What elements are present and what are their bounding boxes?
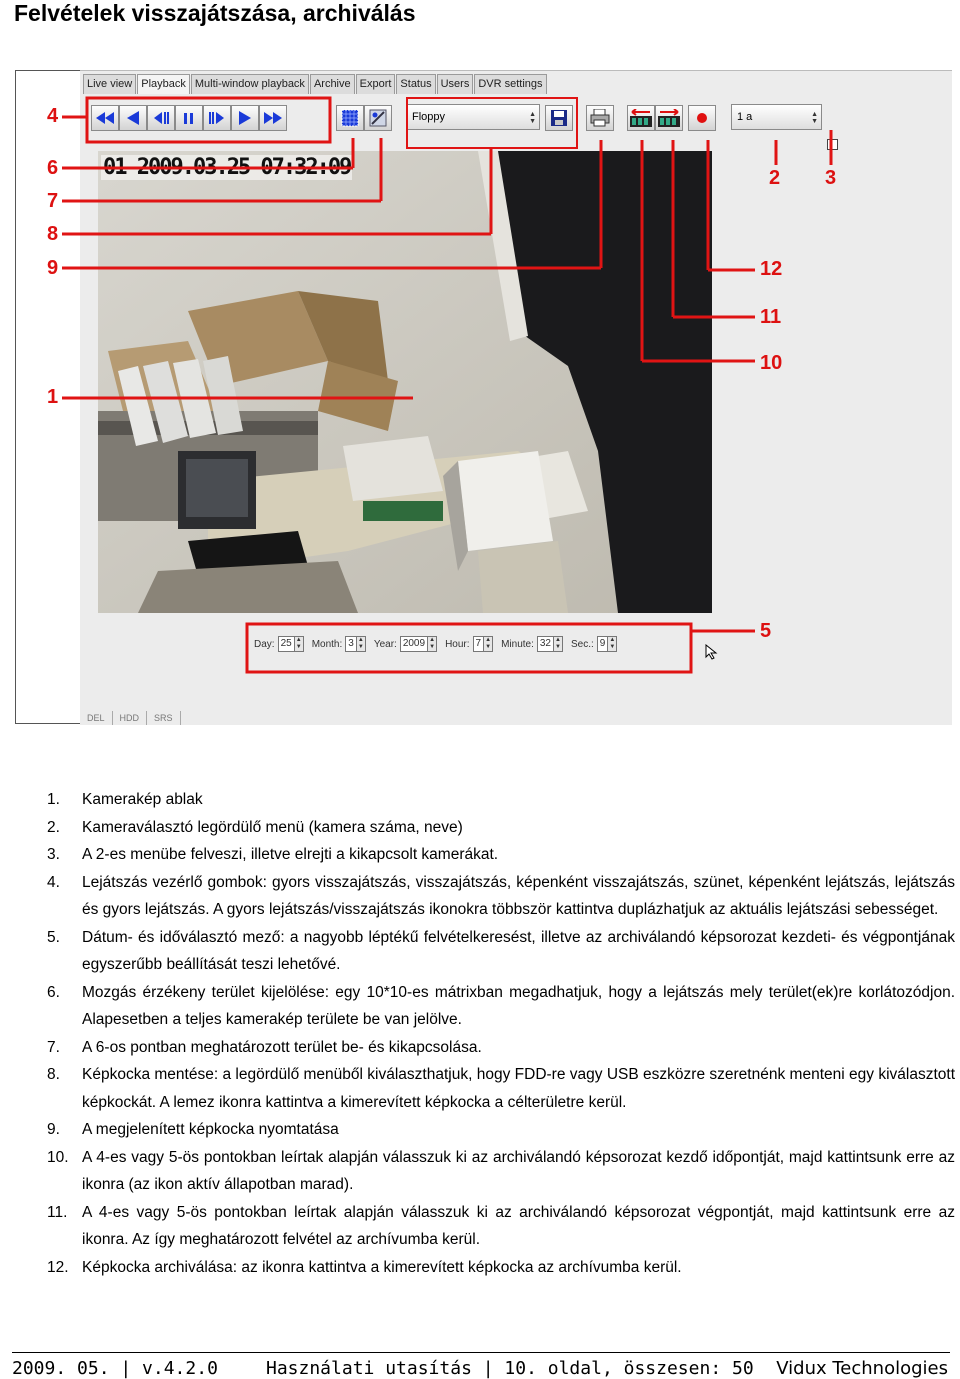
page-title: Felvételek visszajátszása, archiválás xyxy=(14,0,416,26)
tab-playback[interactable]: Playback xyxy=(137,74,190,94)
year-label: Year: xyxy=(373,638,397,650)
tab-status[interactable]: Status xyxy=(396,74,435,94)
legend-list xyxy=(47,786,955,1281)
second-label: Sec.: xyxy=(571,638,594,650)
month-label: Month: xyxy=(311,638,343,650)
callout-5: 5 xyxy=(760,620,772,642)
status-hdd: HDD xyxy=(113,711,148,725)
tab-archive[interactable]: Archive xyxy=(310,74,355,94)
minute-label: Minute: xyxy=(501,638,534,650)
hour-input[interactable]: 7 xyxy=(473,636,485,652)
screenshot-figure xyxy=(15,70,952,724)
tab-dvr-settings[interactable]: DVR settings xyxy=(474,74,546,94)
day-spinner[interactable]: ▲ ▼ xyxy=(295,636,304,652)
status-del: DEL xyxy=(80,711,113,725)
list-item: 3. A 2-es menübe felveszi, illetve elrejti a kikapcsolt kamerákat. xyxy=(47,846,499,863)
select-arrows-icon: ▲ ▼ xyxy=(811,111,818,125)
footer-page-info: Használati utasítás | 10. oldal, összesen: 50 xyxy=(266,1358,754,1379)
list-item: 1. Kamerakép ablak xyxy=(47,791,203,808)
tab-live-view[interactable]: Live view xyxy=(83,74,136,94)
list-item: 6. Mozgás érzékeny terület kijelölése: egy 10*10-es mátrixban megadhatjuk, hogy a lejátszás mely terület(ek)re korlátozódjon. Alapesetben a teljes kamerakép területe be van jelölve. xyxy=(47,983,955,1028)
list-item: 11. A 4-es vagy 5-ös pontokban leírtak alapján válasszuk ki az archiválandó képsorozat végpontját, majd kattintsunk erre az ikonra. Az így meghatározott felvétel az archívumba kerül. xyxy=(47,1203,955,1248)
footer-version: 2009. 05. | v.4.2.0 xyxy=(12,1358,218,1379)
page-footer xyxy=(12,1352,950,1379)
hour-label: Hour: xyxy=(445,638,470,650)
list-item: 5. Dátum- és időválasztó mező: a nagyobb léptékű felvételkeresést, illetve az archiválandó képsorozat kezdeti- és végpontjának egyszerűbb beállítását teszi lehetővé. xyxy=(47,928,955,973)
minute-input[interactable]: 32 xyxy=(537,636,554,652)
camera-osd-timestamp: 01 2009.03.25 07:32:09 xyxy=(103,155,351,180)
hour-spinner[interactable]: ▲ ▼ xyxy=(484,636,493,652)
annotation-lines xyxy=(15,70,952,724)
month-spinner[interactable]: ▲ ▼ xyxy=(357,636,366,652)
list-item: 2. Kameraválasztó legördülő menü (kamera száma, neve) xyxy=(47,818,463,836)
callout-11: 11 xyxy=(760,306,782,328)
list-item: 9. A megjelenített képkocka nyomtatása xyxy=(47,1121,339,1138)
storage-select-value: Floppy xyxy=(412,111,446,123)
callout-6: 6 xyxy=(47,157,59,179)
day-input[interactable]: 25 xyxy=(278,636,295,652)
second-spinner[interactable]: ▲ ▼ xyxy=(608,636,617,652)
callout-10: 10 xyxy=(760,352,783,374)
second-input[interactable]: 9 xyxy=(597,636,609,652)
year-input[interactable]: 2009 xyxy=(400,636,428,652)
list-item: 10. A 4-es vagy 5-ös pontokban leírtak alapján válasszuk ki az archiválandó képsorozat kezdő időpontját, majd kattintsunk erre az ikonra (az ikon aktív állapotban marad). xyxy=(47,1148,955,1193)
day-label: Day: xyxy=(254,638,275,650)
month-input[interactable]: 3 xyxy=(345,636,357,652)
callout-9: 9 xyxy=(47,257,59,279)
list-item: 4. Lejátszás vezérlő gombok: gyors visszajátszás, visszajátszás, képenként visszajátszás, szünet, képenként lejátszás, lejátszás és gyors lejátszás. A gyors lejátszás/visszajátszás ikonokra többször kattintva duplázhatjuk az aktuális lejátszási sebességet. xyxy=(47,873,955,918)
callout-3: 3 xyxy=(825,167,837,189)
callout-2: 2 xyxy=(769,167,781,189)
list-item: 7. A 6-os pontban meghatározott terület be- és kikapcsolása. xyxy=(47,1038,482,1056)
tab-export[interactable]: Export xyxy=(356,74,396,94)
status-srs: SRS xyxy=(147,711,181,725)
footer-company: Vidux Technologies xyxy=(776,1358,948,1379)
year-spinner[interactable]: ▲ ▼ xyxy=(428,636,437,652)
tab-users[interactable]: Users xyxy=(437,74,474,94)
callout-8: 8 xyxy=(47,223,59,245)
callout-4: 4 xyxy=(47,105,59,127)
callout-12: 12 xyxy=(760,258,783,280)
select-arrows-icon: ▲ ▼ xyxy=(529,111,536,125)
callout-1: 1 xyxy=(47,386,59,408)
camera-select-value: 1 a xyxy=(737,111,753,123)
minute-spinner[interactable]: ▲ ▼ xyxy=(554,636,563,652)
list-item: 8. Képkocka mentése: a legördülő menüből kiválaszthatjuk, hogy FDD-re vagy USB eszközre szeretnénk menteni egy kiválasztott képkockát. A lemez ikonra kattintva a kimerevített képkocka a célterületre kerül. xyxy=(47,1066,955,1111)
callout-7: 7 xyxy=(47,190,59,212)
list-item: 12. Képkocka archiválása: az ikonra kattintva a kimerevített képkocka az archívumba kerül. xyxy=(47,1258,682,1276)
tab-multi-window-playback[interactable]: Multi-window playback xyxy=(191,74,309,94)
